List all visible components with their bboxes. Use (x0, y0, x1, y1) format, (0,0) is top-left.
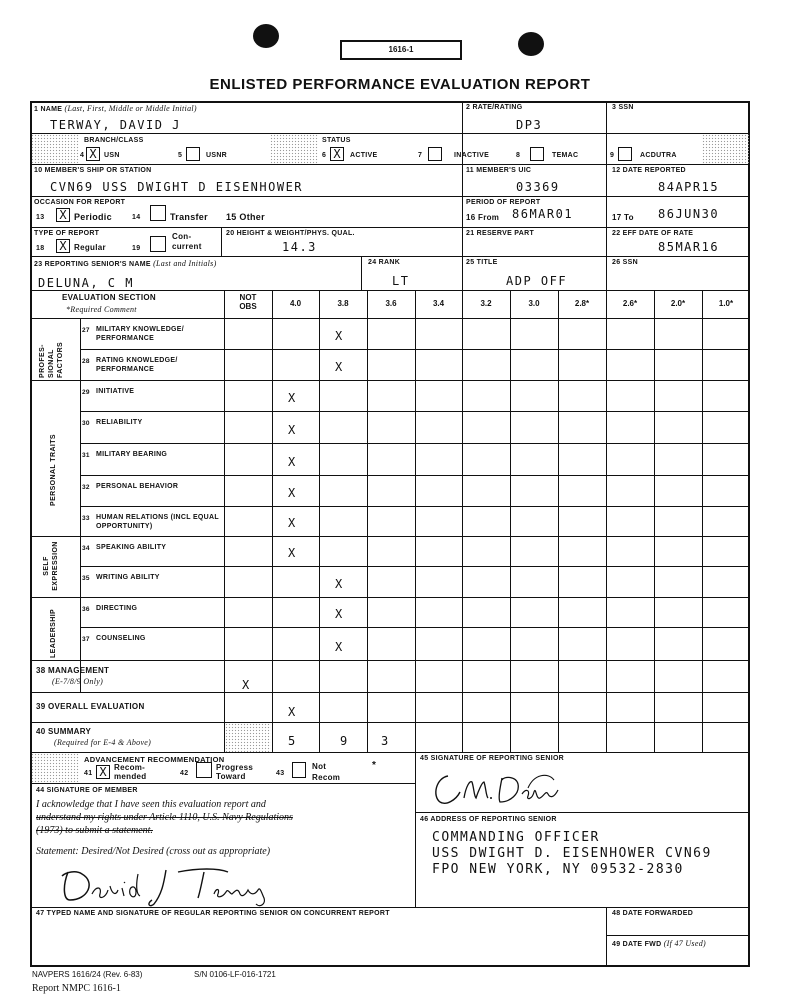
height-label: 20 HEIGHT & WEIGHT/PHYS. QUAL. (226, 230, 355, 237)
punch-hole-left (253, 24, 279, 48)
name-label: 1 NAME (Last, First, Middle or Middle Initial) (34, 104, 197, 113)
uic-value[interactable]: 03369 (516, 180, 560, 194)
shaded-area (31, 753, 79, 783)
regular-checkbox[interactable]: X (56, 239, 70, 253)
grade-header: 3.4 (432, 299, 445, 308)
eval-section-hint: *Required Comment (66, 305, 137, 314)
group-professional: PROFES- SIONAL FACTORS (39, 341, 64, 378)
name-value[interactable]: TERWAY, DAVID J (50, 118, 181, 132)
rank-label: 24 RANK (368, 259, 401, 266)
management-mark[interactable]: X (242, 678, 250, 692)
grade-header: 1.0* (718, 299, 734, 308)
address-line-1[interactable]: COMMANDING OFFICER (432, 830, 600, 845)
occasion-label: OCCASION FOR REPORT (34, 199, 126, 206)
inactive-checkbox[interactable] (428, 147, 442, 161)
member-signature-label: 44 SIGNATURE OF MEMBER (36, 787, 138, 794)
shaded-area (270, 134, 318, 164)
statement-line: Statement: Desired/Not Desired (cross out as appropriate) (36, 846, 271, 857)
not-recommended-checkbox[interactable] (292, 762, 306, 778)
form-number-box: 1616-1 (340, 40, 462, 60)
height-value[interactable]: 14.3 (282, 240, 317, 254)
footer-report: Report NMPC 1616-1 (32, 983, 121, 994)
senior-ssn-label: 26 SSN (612, 259, 638, 266)
grade-header: 3.2 (480, 299, 492, 308)
eval-row-label: INITIATIVE (96, 388, 135, 395)
eval-row-mark[interactable]: X (288, 516, 296, 530)
eval-row-number: 30 (82, 420, 90, 427)
eval-row-mark[interactable]: X (335, 607, 343, 621)
eff-date-label: 22 EFF DATE OF RATE (612, 230, 694, 237)
punch-hole-right (518, 32, 544, 56)
eval-row-mark[interactable]: X (335, 329, 343, 343)
address-label: 46 ADDRESS OF REPORTING SENIOR (420, 816, 557, 823)
date-reported-label: 12 DATE REPORTED (612, 167, 686, 174)
rate-value[interactable]: DP3 (516, 118, 543, 132)
periodic-checkbox[interactable]: X (56, 208, 70, 222)
eval-row-label: RELIABILITY (96, 419, 143, 426)
eval-row-number: 29 (82, 389, 90, 396)
grade-header: 3.0 (528, 299, 540, 308)
grade-header: 2.8* (574, 299, 590, 308)
typed-name-label: 47 TYPED NAME AND SIGNATURE OF REGULAR REPORTING SENIOR ON CONCURRENT REPORT (36, 910, 390, 917)
eval-section-label: EVALUATION SECTION (62, 293, 156, 302)
senior-signature-label: 45 SIGNATURE OF REPORTING SENIOR (420, 755, 565, 762)
senior-signature (430, 768, 570, 812)
temac-checkbox[interactable] (530, 147, 544, 161)
eval-row-label: RATING KNOWLEDGE/ PERFORMANCE (96, 357, 178, 373)
period-from-value[interactable]: 86MAR01 (512, 207, 574, 221)
summary-count-4-0[interactable]: 5 (288, 734, 297, 748)
grade-header: 3.8 (337, 299, 349, 308)
eval-row-mark[interactable]: X (335, 360, 343, 374)
ship-label: 10 MEMBER'S SHIP OR STATION (34, 167, 152, 174)
overall-label: 39 OVERALL EVALUATION (36, 702, 145, 711)
eff-date-value[interactable]: 85MAR16 (658, 240, 720, 254)
ship-value[interactable]: CVN69 USS DWIGHT D EISENHOWER (50, 180, 304, 194)
summary-count-3-8[interactable]: 9 (340, 734, 349, 748)
grade-header: 3.6 (385, 299, 397, 308)
senior-value[interactable]: DELUNA, C M (38, 276, 134, 290)
eval-row-number: 35 (82, 575, 90, 582)
eval-row-mark[interactable]: X (288, 391, 296, 405)
footer-form: NAVPERS 1616/24 (Rev. 6-83) (32, 970, 143, 979)
eval-row-mark[interactable]: X (335, 577, 343, 591)
ack-line-2: understand my rights under Article 1110, U.S. Navy Regulations (36, 812, 293, 823)
eval-row-number: 37 (82, 636, 90, 643)
usn-checkbox[interactable]: X (86, 147, 100, 161)
management-hint: (E-7/8/9 Only) (52, 677, 104, 686)
eval-row-number: 33 (82, 515, 90, 522)
eval-row-mark[interactable]: X (288, 486, 296, 500)
occasion-other: 15 Other (226, 212, 265, 222)
eval-row-number: 27 (82, 327, 90, 334)
ack-line-1: I acknowledge that I have seen this evaluation report and (36, 799, 266, 810)
group-personal: PERSONAL TRAITS (50, 434, 57, 506)
rank-value[interactable]: LT (392, 274, 410, 288)
status-label: STATUS (322, 137, 351, 144)
footer-sn: S/N 0106-LF-016-1721 (194, 970, 276, 979)
acdutra-checkbox[interactable] (618, 147, 632, 161)
rate-label: 2 RATE/RATING (466, 104, 523, 111)
eval-row-number: 31 (82, 452, 90, 459)
member-signature (58, 864, 288, 910)
active-checkbox[interactable]: X (330, 147, 344, 161)
title-label: 25 TITLE (466, 259, 498, 266)
eval-row-label: SPEAKING ABILITY (96, 544, 167, 551)
eval-row-number: 36 (82, 606, 90, 613)
summary-hint: (Required for E-4 & Above) (54, 738, 152, 747)
ack-line-3: (1973) to submit a statement. (36, 825, 153, 836)
recommended-checkbox[interactable]: X (96, 765, 110, 779)
eval-row-label: COUNSELING (96, 635, 146, 642)
period-to-value[interactable]: 86JUN30 (658, 207, 720, 221)
eval-row-label: DIRECTING (96, 605, 138, 612)
senior-label: 23 REPORTING SENIOR'S NAME (Last and Initials) (34, 259, 217, 268)
grade-header: NOT OBS (239, 293, 257, 311)
advancement-label: ADVANCEMENT RECOMMENDATION (84, 755, 225, 764)
grade-header: 2.6* (622, 299, 638, 308)
concurrent-checkbox[interactable] (150, 236, 166, 252)
title-value[interactable]: ADP OFF (506, 274, 568, 288)
group-self: SELF EXPRESSION (43, 541, 59, 591)
eval-row-number: 32 (82, 484, 90, 491)
eval-row-mark[interactable]: X (288, 455, 296, 469)
eval-row-number: 34 (82, 545, 90, 552)
shaded-area (225, 723, 271, 752)
address-line-3[interactable]: FPO NEW YORK, NY 09532-2830 (432, 862, 684, 877)
type-of-report-label: TYPE OF REPORT (34, 230, 100, 237)
date-forwarded-label: 48 DATE FORWARDED (612, 910, 694, 917)
eval-row-mark[interactable]: X (335, 640, 343, 654)
ssn-label: 3 SSN (612, 104, 634, 111)
summary-label: 40 SUMMARY (36, 727, 92, 736)
overall-mark[interactable]: X (288, 705, 296, 719)
shaded-area (702, 134, 749, 164)
eval-row-label: MILITARY KNOWLEDGE/ PERFORMANCE (96, 326, 185, 342)
period-label: PERIOD OF REPORT (466, 199, 541, 206)
address-line-2[interactable]: USS DWIGHT D. EISENHOWER CVN69 (432, 846, 712, 861)
date-reported-value[interactable]: 84APR15 (658, 180, 720, 194)
eval-row-label: PERSONAL BEHAVIOR (96, 483, 179, 490)
group-leadership: LEADERSHIP (50, 608, 57, 658)
transfer-checkbox[interactable] (150, 205, 166, 221)
form-title: ENLISTED PERFORMANCE EVALUATION REPORT (209, 76, 591, 93)
eval-row-label: MILITARY BEARING (96, 451, 168, 458)
grade-header: 4.0 (289, 299, 302, 308)
eval-row-label: HUMAN RELATIONS (INCL EQUAL OPPORTUNITY) (96, 514, 219, 530)
eval-row-label: WRITING ABILITY (96, 574, 160, 581)
uic-label: 11 MEMBER'S UIC (466, 167, 532, 174)
eval-row-mark[interactable]: X (288, 546, 296, 560)
branch-label: BRANCH/CLASS (84, 137, 144, 144)
progress-toward-checkbox[interactable] (196, 762, 212, 778)
eval-row-number: 28 (82, 358, 90, 365)
summary-count-3-6[interactable]: 3 (381, 734, 390, 748)
usnr-checkbox[interactable] (186, 147, 200, 161)
management-label: 38 MANAGEMENT (36, 666, 110, 675)
shaded-area (31, 134, 79, 164)
grade-header: 2.0* (670, 299, 686, 308)
eval-row-mark[interactable]: X (288, 423, 296, 437)
reserve-label: 21 RESERVE PART (466, 230, 535, 237)
date-fwd-label: 49 DATE FWD (If 47 Used) (612, 939, 706, 948)
